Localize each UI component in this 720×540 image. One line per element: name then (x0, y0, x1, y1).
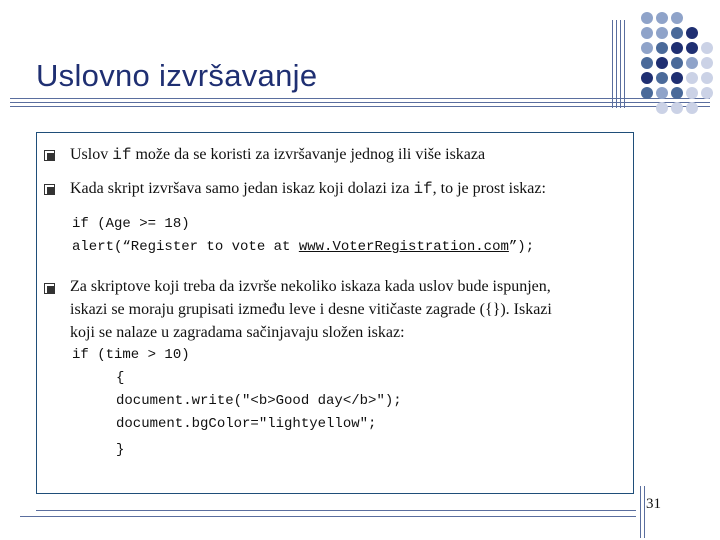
bullet-2-before: Kada skript izvršava samo jedan iskaz koji dolazi iza (70, 180, 414, 197)
deco-vline-2 (616, 20, 617, 108)
deco-dot (656, 42, 668, 54)
bullet-3-line-3: koji se nalaze u zagradama sačinjavaju složen iskaz: (70, 324, 405, 341)
code2-line-3: document.write("<b>Good day</b>"); (116, 393, 402, 409)
deco-dot (686, 57, 698, 69)
decorative-dot-grid (636, 8, 720, 118)
bullet-1-after: može da se koristi za izvršavanje jednog ili više iskaza (131, 146, 486, 163)
deco-dot (641, 87, 653, 99)
deco-dot (641, 12, 653, 24)
bullet-3-line-1: Za skriptove koji treba da izvrše nekoliko iskaza kada uslov bude ispunjen, (70, 278, 551, 295)
deco-dot (671, 87, 683, 99)
deco-dot (656, 57, 668, 69)
bullet-1-text (70, 143, 485, 167)
bullet-1-before: Uslov (70, 146, 113, 163)
title-underline-3 (10, 106, 710, 107)
deco-vline-1 (612, 20, 613, 108)
deco-dot (641, 42, 653, 54)
deco-vline-3 (620, 20, 621, 108)
code1-line-1: if (Age >= 18) (72, 216, 190, 232)
bullet-2-code: if (413, 180, 433, 198)
footer-vline-1 (640, 486, 641, 538)
deco-dot (686, 42, 698, 54)
deco-dot (641, 57, 653, 69)
deco-dot (701, 57, 713, 69)
code1-line-2 (72, 239, 534, 255)
deco-dot (656, 102, 668, 114)
deco-vline-4 (624, 20, 625, 108)
code2-line-4: document.bgColor="lightyellow"; (116, 416, 377, 432)
deco-dot (656, 87, 668, 99)
deco-dot (671, 102, 683, 114)
code2-line-2: { (116, 370, 125, 386)
code2-line-5: } (116, 442, 125, 458)
footer-line-1 (36, 510, 636, 511)
deco-dot (686, 102, 698, 114)
code1-line-2-after: ”); (508, 239, 535, 255)
footer-line-2 (20, 516, 636, 517)
bullet-2-text (70, 177, 546, 201)
bullet-square-icon (44, 184, 55, 195)
deco-dot (686, 87, 698, 99)
page-number: 31 (646, 496, 661, 512)
deco-dot (701, 72, 713, 84)
deco-dot (656, 72, 668, 84)
deco-dot (671, 42, 683, 54)
bullet-square-icon (44, 283, 55, 294)
slide-title: Uslovno izvršavanje (36, 58, 318, 93)
deco-dot (671, 12, 683, 24)
code2-line-1: if (time > 10) (72, 347, 190, 363)
deco-dot (641, 72, 653, 84)
deco-dot (656, 12, 668, 24)
deco-dot (686, 27, 698, 39)
voter-registration-link[interactable]: www.VoterRegistration.com (298, 239, 509, 255)
deco-dot (671, 57, 683, 69)
title-underline-2 (10, 102, 710, 103)
deco-dot (671, 72, 683, 84)
bullet-1-code: if (112, 146, 132, 164)
code1-line-2-before: alert(“Register to vote at (72, 239, 299, 255)
footer-vline-2 (644, 486, 645, 538)
title-underline (10, 98, 710, 99)
deco-dot (641, 27, 653, 39)
bullet-3-line-2: iskazi se moraju grupisati između leve i desne vitičaste zagrade ({}). Iskazi (70, 301, 552, 318)
bullet-2-after: , to je prost iskaz: (432, 180, 546, 197)
deco-dot (701, 87, 713, 99)
deco-dot (701, 42, 713, 54)
deco-dot (656, 27, 668, 39)
bullet-square-icon (44, 150, 55, 161)
deco-dot (671, 27, 683, 39)
deco-dot (686, 72, 698, 84)
